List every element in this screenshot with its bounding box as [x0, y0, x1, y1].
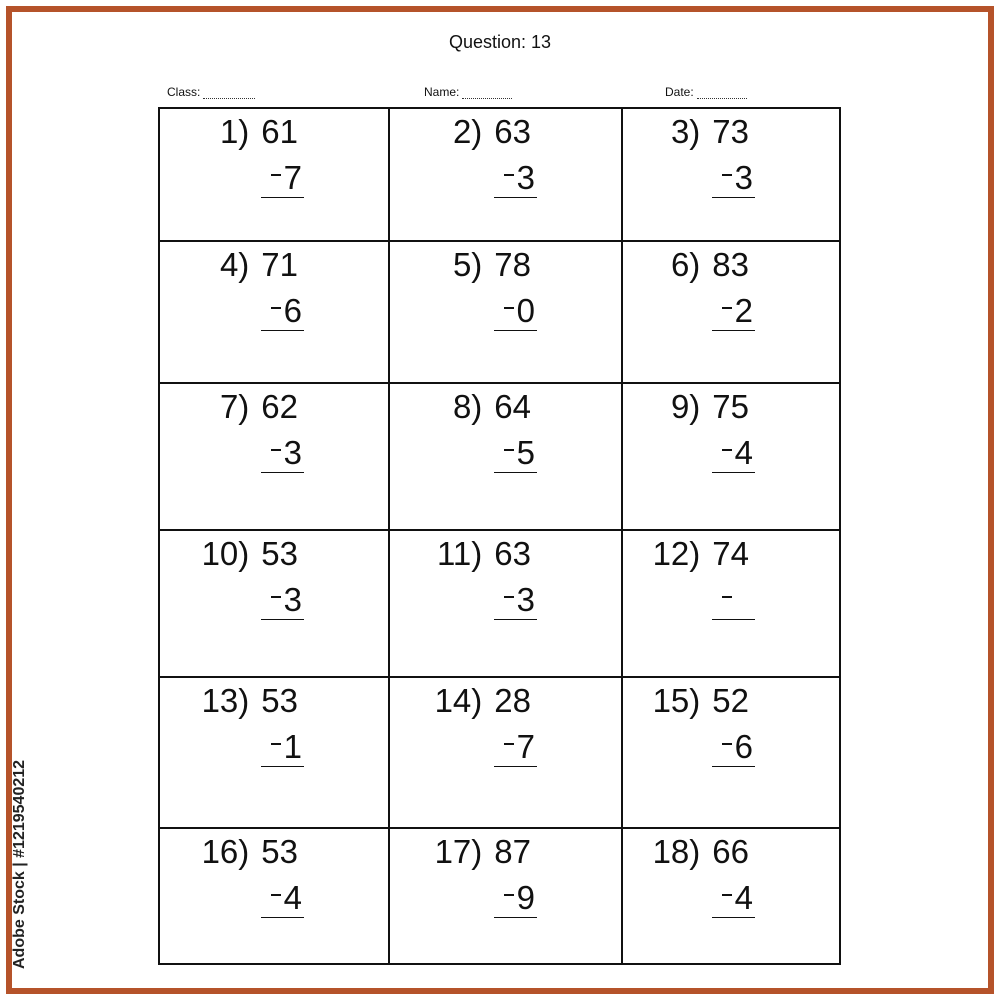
class-blank[interactable]	[203, 92, 255, 99]
minuend: 53	[261, 833, 298, 870]
subtrahend: 4	[283, 879, 302, 916]
problem-number: 16)	[201, 833, 250, 870]
class-field	[167, 85, 255, 99]
problem-number: 7)	[219, 388, 250, 425]
problem-header	[220, 248, 298, 281]
problem-header	[653, 835, 749, 868]
subtrahend: 2	[734, 292, 753, 329]
problem-header	[435, 835, 531, 868]
minus-sign	[722, 743, 732, 745]
problem-cell	[623, 242, 839, 384]
problem-header	[653, 684, 749, 717]
problem-cell	[160, 109, 390, 242]
minuend: 53	[261, 535, 298, 572]
subtrahend: 0	[516, 292, 535, 329]
subtrahend-row	[261, 161, 304, 198]
problem-cell	[160, 531, 390, 678]
problem-header	[653, 537, 749, 570]
problem-cell	[623, 109, 839, 242]
problem-cell	[390, 109, 623, 242]
subtrahend-row	[261, 436, 304, 473]
problem-cell	[160, 829, 390, 963]
problem-cell	[390, 242, 623, 384]
problem-header	[202, 684, 298, 717]
minus-sign	[271, 307, 281, 309]
problem-number: 12)	[652, 535, 701, 572]
minuend: 71	[261, 246, 298, 283]
minuend: 53	[261, 682, 298, 719]
subtrahend-row	[494, 436, 537, 473]
problem-number: 6)	[670, 246, 701, 283]
minus-sign	[271, 894, 281, 896]
problem-cell	[160, 242, 390, 384]
subtrahend-row	[712, 583, 755, 620]
minuend: 28	[494, 682, 531, 719]
minus-sign	[722, 449, 732, 451]
subtrahend-row	[712, 294, 755, 331]
subtrahend-row	[494, 161, 537, 198]
problem-header	[202, 835, 298, 868]
problem-number: 13)	[201, 682, 250, 719]
minuend: 87	[494, 833, 531, 870]
subtrahend: 3	[516, 581, 535, 618]
subtrahend-row	[494, 730, 537, 767]
problem-number: 18)	[652, 833, 701, 870]
minuend: 83	[712, 246, 749, 283]
minus-sign	[722, 894, 732, 896]
subtrahend-row	[712, 730, 755, 767]
problem-number: 14)	[434, 682, 483, 719]
problem-number: 1)	[219, 113, 250, 150]
problem-header	[671, 248, 749, 281]
subtrahend: 6	[283, 292, 302, 329]
subtrahend-row	[261, 881, 304, 918]
minus-sign	[271, 449, 281, 451]
date-field	[665, 85, 747, 99]
problem-number: 11)	[437, 535, 483, 572]
date-label: Date:	[665, 85, 694, 99]
problem-number: 10)	[201, 535, 250, 572]
minuend: 78	[494, 246, 531, 283]
problem-cell	[623, 531, 839, 678]
problem-cell	[390, 678, 623, 829]
problem-header	[220, 390, 298, 423]
problem-header	[453, 390, 531, 423]
problem-cell	[160, 678, 390, 829]
minus-sign	[504, 894, 514, 896]
name-field	[424, 85, 512, 99]
minus-sign	[504, 174, 514, 176]
subtrahend-row	[494, 881, 537, 918]
name-label: Name:	[424, 85, 460, 99]
minuend: 74	[712, 535, 749, 572]
problem-header	[671, 115, 749, 148]
minus-sign	[722, 307, 732, 309]
problem-number: 3)	[670, 113, 701, 150]
problem-header	[437, 537, 531, 570]
page-title: Question: 13	[448, 32, 552, 52]
subtrahend-row	[261, 730, 304, 767]
subtrahend: 5	[516, 434, 535, 471]
subtrahend-row	[712, 161, 755, 198]
problem-header	[453, 248, 531, 281]
problem-cell	[623, 678, 839, 829]
subtrahend: 4	[734, 434, 753, 471]
minus-sign	[504, 596, 514, 598]
problem-cell	[390, 531, 623, 678]
problem-number: 15)	[652, 682, 701, 719]
minuend: 73	[712, 113, 749, 150]
minuend: 61	[261, 113, 298, 150]
subtrahend: 3	[283, 434, 302, 471]
problem-header	[453, 115, 531, 148]
subtrahend-row	[494, 294, 537, 331]
minuend: 52	[712, 682, 749, 719]
problem-grid	[158, 107, 841, 965]
date-blank[interactable]	[697, 92, 747, 99]
minus-sign	[722, 174, 732, 176]
minus-sign	[271, 596, 281, 598]
minus-sign	[504, 743, 514, 745]
minuend: 62	[261, 388, 298, 425]
problem-number: 4)	[219, 246, 250, 283]
problem-number: 2)	[452, 113, 483, 150]
minuend: 64	[494, 388, 531, 425]
problem-cell	[623, 384, 839, 531]
minuend: 63	[494, 113, 531, 150]
problem-number: 9)	[670, 388, 701, 425]
subtrahend: 9	[516, 879, 535, 916]
subtrahend: 3	[283, 581, 302, 618]
name-blank[interactable]	[462, 92, 512, 99]
subtrahend: 1	[283, 728, 302, 765]
minuend: 66	[712, 833, 749, 870]
subtrahend-row	[494, 583, 537, 620]
stock-watermark-id: Adobe Stock | #1219540212	[11, 759, 28, 969]
problem-header	[202, 537, 298, 570]
problem-header	[435, 684, 531, 717]
subtrahend-row	[261, 294, 304, 331]
problem-number: 5)	[452, 246, 483, 283]
subtrahend: 7	[283, 159, 302, 196]
subtrahend-row	[261, 583, 304, 620]
problem-cell	[623, 829, 839, 963]
subtrahend: 7	[516, 728, 535, 765]
minuend: 75	[712, 388, 749, 425]
subtrahend: 3	[734, 159, 753, 196]
problem-header	[220, 115, 298, 148]
minus-sign	[271, 743, 281, 745]
class-label: Class:	[167, 85, 201, 99]
minus-sign	[504, 307, 514, 309]
minus-sign	[271, 174, 281, 176]
minuend: 63	[494, 535, 531, 572]
subtrahend-row	[712, 881, 755, 918]
problem-cell	[390, 384, 623, 531]
subtrahend: 6	[734, 728, 753, 765]
problem-cell	[390, 829, 623, 963]
problem-number: 17)	[434, 833, 483, 870]
minus-sign	[722, 596, 732, 598]
problem-number: 8)	[452, 388, 483, 425]
problem-header	[671, 390, 749, 423]
problem-cell	[160, 384, 390, 531]
subtrahend-row	[712, 436, 755, 473]
subtrahend: 3	[516, 159, 535, 196]
minus-sign	[504, 449, 514, 451]
subtrahend: 4	[734, 879, 753, 916]
